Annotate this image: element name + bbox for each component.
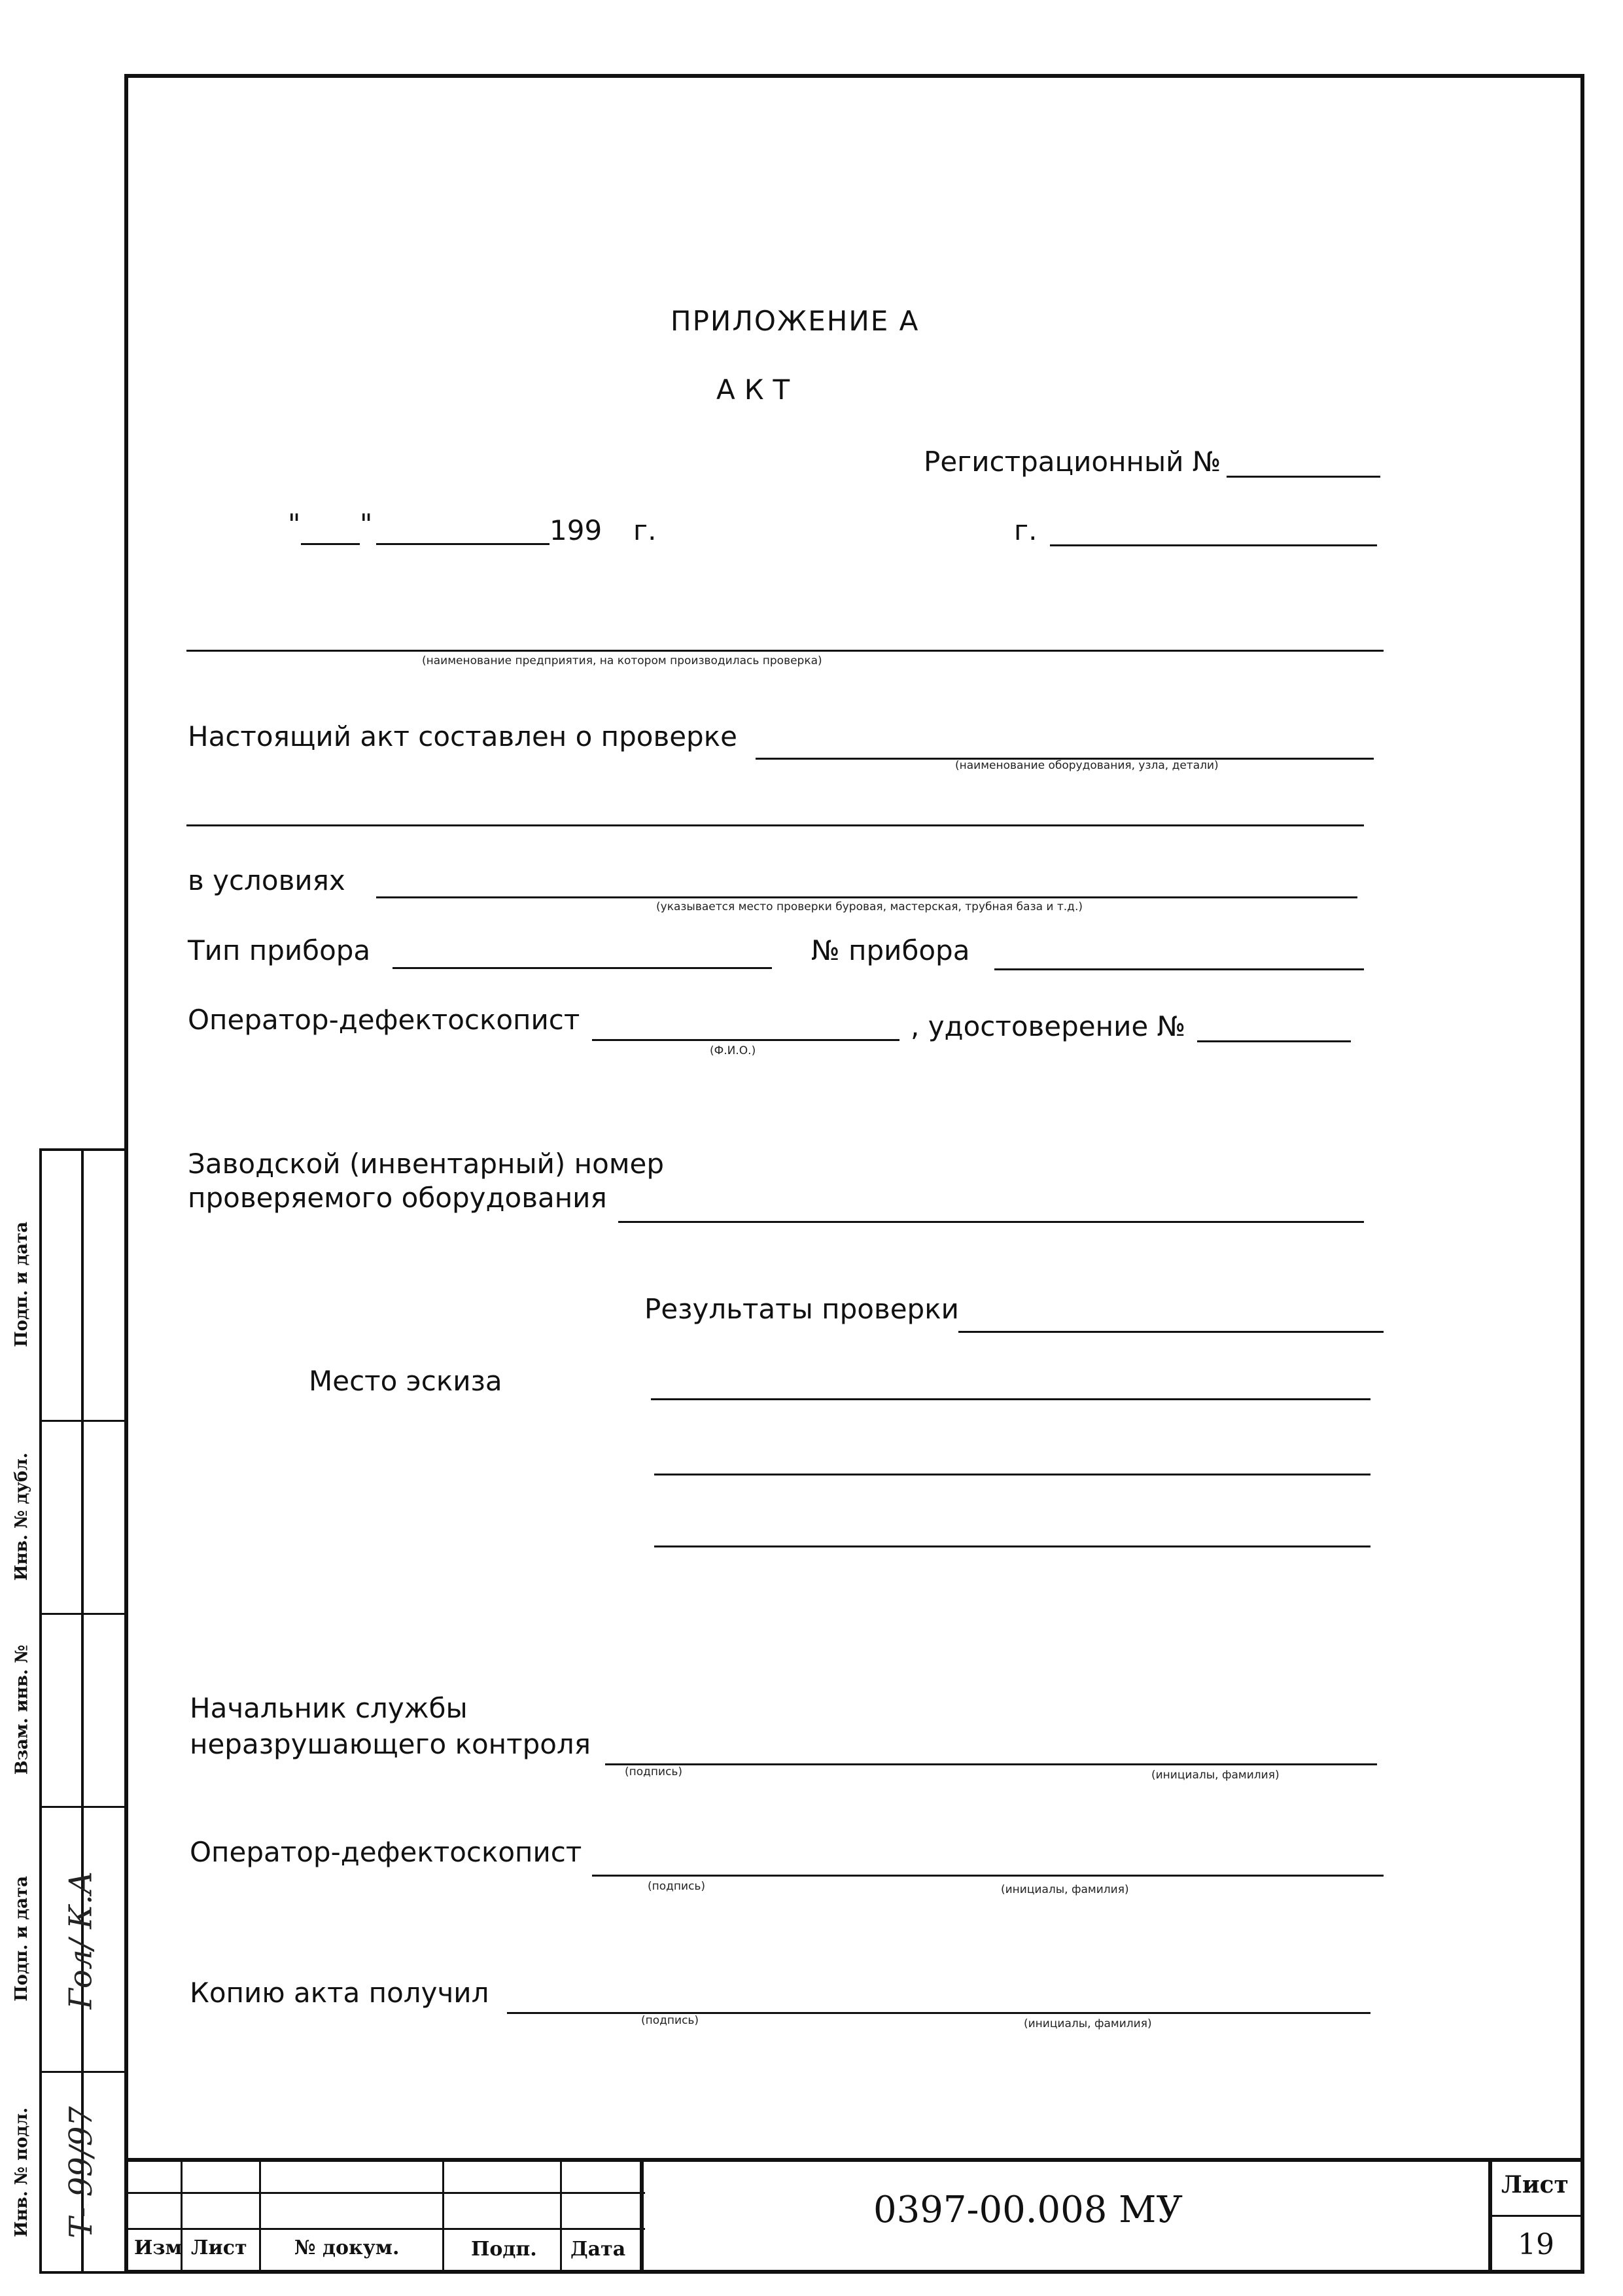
certificate-label: , удостоверение № [911, 1010, 1186, 1042]
fio-caption: (Ф.И.О.) [710, 1044, 756, 1057]
city-prefix: г. [1014, 514, 1038, 546]
stamp-col-signature: Подп. [471, 2238, 537, 2261]
results-field-line-2[interactable] [651, 1398, 1370, 1400]
stamp-col-line [442, 2158, 444, 2274]
inspection-label: Настоящий акт составлен о проверке [188, 720, 737, 752]
sheet-number: 19 [1518, 2228, 1554, 2261]
stamp-col-line [259, 2158, 261, 2274]
copy-initials-caption: (инициалы, фамилия) [1024, 2017, 1152, 2030]
equipment-field-line-2[interactable] [186, 824, 1364, 826]
stamp-col-change: Изм [134, 2236, 183, 2259]
stamp-col-line [640, 2158, 644, 2274]
city-field-line[interactable] [1050, 544, 1377, 546]
serial-label-line1: Заводской (инвентарный) номер [188, 1148, 665, 1180]
conditions-label: в условиях [188, 864, 345, 896]
stamp-col-doc-number: № докум. [294, 2236, 400, 2259]
month-field-line[interactable] [376, 543, 550, 545]
operator2-label: Оператор-дефектоскопист [190, 1836, 582, 1868]
act-title: АКТ [716, 374, 799, 406]
device-type-field-line[interactable] [393, 967, 772, 969]
side-label-orig-inv: Инв. № подл. [12, 2107, 32, 2238]
side-label-sign-date: Подп. и дата [12, 1221, 32, 1347]
chief-signature-caption: (подпись) [625, 1765, 683, 1778]
copy-signature-line[interactable] [507, 2012, 1370, 2014]
results-field-line[interactable] [958, 1331, 1384, 1333]
registration-field-line[interactable] [1227, 476, 1380, 478]
stamp-col-sheet: Лист [191, 2236, 247, 2259]
stamp-col-line [560, 2158, 562, 2274]
chief-label-line2: неразрушающего контроля [190, 1728, 591, 1760]
handwritten-inventory-number: Т- 99/97 [63, 2106, 100, 2238]
stamp-row-line [128, 2192, 645, 2194]
sheet-label: Лист [1501, 2171, 1569, 2199]
device-type-label: Тип прибора [188, 934, 371, 966]
side-strip-row-line [39, 1420, 124, 1422]
operator2-signature-line[interactable] [592, 1875, 1384, 1877]
device-number-label: № прибора [811, 934, 970, 966]
chief-initials-caption: (инициалы, фамилия) [1151, 1769, 1280, 1782]
equipment-caption: (наименование оборудования, узла, детали) [955, 759, 1219, 772]
conditions-caption: (указывается место проверки буровая, мастерская, трубная база и т.д.) [656, 900, 1083, 913]
side-strip-row-line [39, 1806, 124, 1808]
certificate-field-line[interactable] [1197, 1040, 1351, 1042]
appendix-title: ПРИЛОЖЕНИЕ А [671, 305, 920, 337]
operator-field-line[interactable] [592, 1039, 899, 1041]
enterprise-caption: (наименование предприятия, на котором производилась проверка) [422, 654, 822, 667]
year-suffix: г. [633, 514, 657, 546]
copy-label: Копию акта получил [190, 1977, 489, 2009]
side-label-replace-inv: Взам. инв. № [12, 1644, 32, 1775]
serial-field-line[interactable] [618, 1221, 1364, 1223]
registration-label: Регистрационный № [924, 446, 1221, 478]
stamp-sheet-divider [1488, 2215, 1580, 2217]
operator2-initials-caption: (инициалы, фамилия) [1001, 1883, 1129, 1896]
device-number-field-line[interactable] [994, 968, 1364, 970]
copy-signature-caption: (подпись) [641, 2014, 699, 2027]
side-strip-row-line [39, 2071, 124, 2073]
day-field-line[interactable] [301, 543, 360, 545]
conditions-field-line[interactable] [376, 896, 1357, 898]
year-prefix: 199 [550, 514, 602, 546]
document-number: 0397-00.008 МУ [873, 2189, 1183, 2231]
chief-signature-line[interactable] [605, 1763, 1377, 1765]
handwritten-signature: Гол/ К.А [63, 1871, 99, 2009]
results-field-line-4[interactable] [654, 1545, 1370, 1547]
side-label-dup-inv: Инв. № дубл. [12, 1452, 31, 1581]
serial-label-line2: проверяемого оборудования [188, 1182, 607, 1214]
side-strip-row-line [39, 1613, 124, 1615]
date-close-quote: " [360, 508, 373, 540]
results-label: Результаты проверки [644, 1293, 959, 1325]
stamp-col-date: Дата [570, 2238, 626, 2261]
operator-label: Оператор-дефектоскопист [188, 1004, 580, 1036]
operator2-signature-caption: (подпись) [648, 1880, 706, 1893]
side-label-sign-date-2: Подп. и дата [12, 1875, 32, 2002]
stamp-row-line [128, 2228, 645, 2230]
enterprise-field-line[interactable] [186, 650, 1384, 652]
results-field-line-3[interactable] [654, 1474, 1370, 1475]
date-open-quote: " [288, 508, 301, 540]
chief-label-line1: Начальник службы [190, 1692, 468, 1724]
sketch-placeholder: Место эскиза [309, 1365, 502, 1397]
